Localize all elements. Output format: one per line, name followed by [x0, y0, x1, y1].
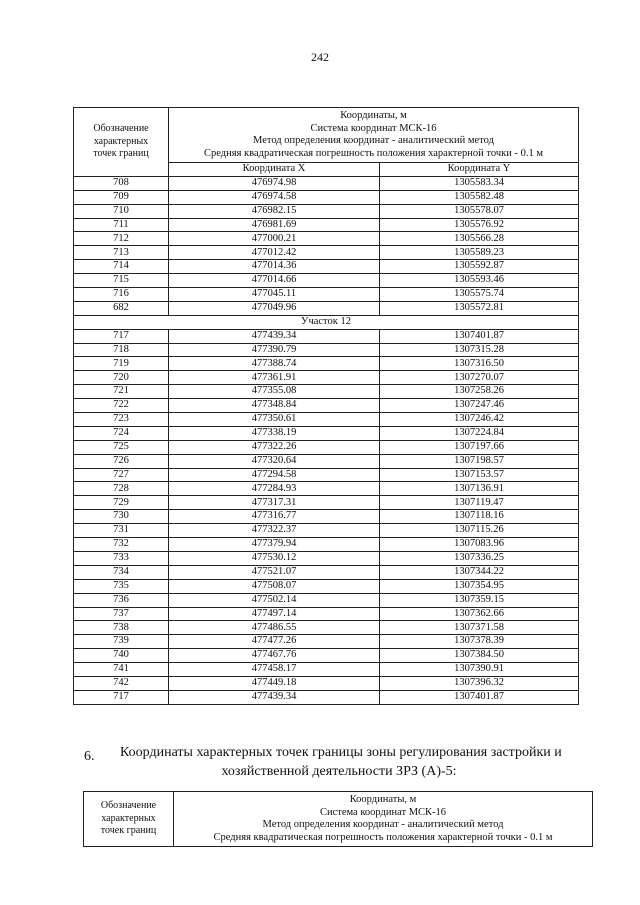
y-coordinate-cell: 1307198.57 [380, 454, 579, 468]
y-coordinate-cell: 1307401.87 [380, 690, 579, 704]
header-right-line: Средняя квадратическая погрешность положения характерной точки - 0.1 м [213, 831, 553, 843]
x-coordinate-cell: 477014.36 [169, 260, 380, 274]
y-coordinate-cell: 1305578.07 [380, 204, 579, 218]
table-row [74, 301, 579, 315]
point-id-cell: 682 [74, 301, 169, 315]
y-coordinate-cell: 1307118.16 [380, 510, 579, 524]
y-coordinate-cell: 1307270.07 [380, 371, 579, 385]
table-row [74, 496, 579, 510]
point-id-cell: 733 [74, 551, 169, 565]
table-row [74, 371, 579, 385]
y-coordinate-cell: 1307344.22 [380, 565, 579, 579]
x-coordinate-cell: 476981.69 [169, 218, 380, 232]
header-left-line: точек границ [100, 825, 157, 837]
header-left-line: Обозначение [93, 123, 149, 135]
y-coordinate-cell: 1305566.28 [380, 232, 579, 246]
table-row [74, 663, 579, 677]
table-row [74, 288, 579, 302]
x-coordinate-cell: 477284.93 [169, 482, 380, 496]
table-row [74, 510, 579, 524]
x-coordinate-cell: 477449.18 [169, 676, 380, 690]
table-row [74, 690, 579, 704]
header-coordinates [174, 792, 593, 847]
y-coordinate-cell: 1307359.15 [380, 593, 579, 607]
point-id-cell: 741 [74, 663, 169, 677]
point-id-cell: 717 [74, 329, 169, 343]
y-coordinate-cell: 1307316.50 [380, 357, 579, 371]
point-id-cell: 711 [74, 218, 169, 232]
x-coordinate-cell: 477439.34 [169, 690, 380, 704]
x-coordinate-cell: 477439.34 [169, 329, 380, 343]
x-coordinate-cell: 477322.37 [169, 524, 380, 538]
table-row [74, 607, 579, 621]
point-id-cell: 732 [74, 538, 169, 552]
y-coordinate-cell: 1305592.87 [380, 260, 579, 274]
header-left-line: характерных [93, 135, 149, 147]
section-title-line-2: хозяйственной деятельности ЗРЗ (А)-5: [221, 764, 457, 779]
y-coordinate-cell: 1305572.81 [380, 301, 579, 315]
y-coordinate-cell: 1305575.74 [380, 288, 579, 302]
header-point-designation [84, 792, 174, 847]
point-id-cell: 735 [74, 579, 169, 593]
point-id-cell: 717 [74, 690, 169, 704]
table-row [74, 482, 579, 496]
x-coordinate-cell: 477530.12 [169, 551, 380, 565]
header-right-line: Метод определения координат - аналитический метод [262, 819, 504, 830]
y-coordinate-cell: 1307354.95 [380, 579, 579, 593]
table-row [74, 593, 579, 607]
table-row [74, 329, 579, 343]
point-id-cell: 713 [74, 246, 169, 260]
point-id-cell: 710 [74, 204, 169, 218]
table-row [74, 176, 579, 190]
table-row [74, 357, 579, 371]
point-id-cell: 729 [74, 496, 169, 510]
header-right-line: Система координат МСК-16 [310, 122, 437, 134]
x-coordinate-cell: 477316.77 [169, 510, 380, 524]
x-coordinate-cell: 477355.08 [169, 385, 380, 399]
point-id-cell: 719 [74, 357, 169, 371]
table-row [74, 260, 579, 274]
x-coordinate-cell: 477322.26 [169, 440, 380, 454]
y-coordinate-cell: 1305593.46 [380, 274, 579, 288]
header-left-line: Обозначение [100, 800, 157, 812]
point-id-cell: 724 [74, 426, 169, 440]
table-row [74, 538, 579, 552]
x-coordinate-cell: 477348.84 [169, 399, 380, 413]
x-coordinate-cell: 477012.42 [169, 246, 380, 260]
x-coordinate-cell: 477350.61 [169, 413, 380, 427]
y-coordinate-cell: 1307247.46 [380, 399, 579, 413]
point-id-cell: 716 [74, 288, 169, 302]
y-coordinate-cell: 1305583.34 [380, 176, 579, 190]
x-coordinate-cell: 477049.96 [169, 301, 380, 315]
header-right-line: Координаты, м [349, 794, 417, 805]
y-coordinate-cell: 1307371.58 [380, 621, 579, 635]
table-row [74, 218, 579, 232]
point-id-cell: 725 [74, 440, 169, 454]
x-coordinate-cell: 477390.79 [169, 343, 380, 357]
table-row [74, 565, 579, 579]
y-coordinate-cell: 1307153.57 [380, 468, 579, 482]
x-coordinate-cell: 477000.21 [169, 232, 380, 246]
point-id-cell: 740 [74, 649, 169, 663]
x-coordinate-cell: 477521.07 [169, 565, 380, 579]
table-header-row [84, 792, 593, 847]
table-row [74, 399, 579, 413]
x-coordinate-cell: 476982.15 [169, 204, 380, 218]
point-id-cell: 723 [74, 413, 169, 427]
table-row [74, 426, 579, 440]
y-coordinate-cell: 1305576.92 [380, 218, 579, 232]
coordinates-table-1 [73, 107, 579, 705]
section-row [74, 315, 579, 329]
point-id-cell: 714 [74, 260, 169, 274]
point-id-cell: 715 [74, 274, 169, 288]
table-row [74, 676, 579, 690]
x-coordinate-cell: 477508.07 [169, 579, 380, 593]
point-id-cell: 736 [74, 593, 169, 607]
table-row [74, 579, 579, 593]
y-coordinate-cell: 1307401.87 [380, 329, 579, 343]
table-row [74, 649, 579, 663]
x-coordinate-cell: 477486.55 [169, 621, 380, 635]
header-right-line: Координаты, м [340, 110, 407, 121]
point-id-cell: 722 [74, 399, 169, 413]
table-row [74, 246, 579, 260]
point-id-cell: 737 [74, 607, 169, 621]
table-row [74, 343, 579, 357]
y-coordinate-cell: 1307246.42 [380, 413, 579, 427]
section-number: 6. [84, 749, 95, 764]
y-coordinate-cell: 1307197.66 [380, 440, 579, 454]
header-coordinates [169, 108, 579, 163]
y-coordinate-cell: 1307224.84 [380, 426, 579, 440]
point-id-cell: 738 [74, 621, 169, 635]
point-id-cell: 728 [74, 482, 169, 496]
y-coordinate-cell: 1307315.28 [380, 343, 579, 357]
point-id-cell: 726 [74, 454, 169, 468]
x-coordinate-cell: 477045.11 [169, 288, 380, 302]
x-coordinate-cell: 477477.26 [169, 635, 380, 649]
table-row [74, 274, 579, 288]
point-id-cell: 742 [74, 676, 169, 690]
y-coordinate-cell: 1307258.26 [380, 385, 579, 399]
point-id-cell: 739 [74, 635, 169, 649]
x-coordinate-cell: 477467.76 [169, 649, 380, 663]
header-right-line: Система координат МСК-16 [319, 806, 447, 818]
x-coordinate-cell: 477294.58 [169, 468, 380, 482]
y-coordinate-cell: 1307115.26 [380, 524, 579, 538]
point-id-cell: 734 [74, 565, 169, 579]
x-coordinate-cell: 477379.94 [169, 538, 380, 552]
point-id-cell: 720 [74, 371, 169, 385]
table-row [74, 621, 579, 635]
x-coordinate-cell: 477502.14 [169, 593, 380, 607]
header-point-designation [74, 108, 169, 177]
y-coordinate-cell: 1307396.32 [380, 676, 579, 690]
y-coordinate-cell: 1307136.91 [380, 482, 579, 496]
point-id-cell: 709 [74, 190, 169, 204]
table-row [74, 635, 579, 649]
table-row [74, 524, 579, 538]
header-right-line: Метод определения координат - аналитический метод [253, 135, 494, 146]
header-right-line: Средняя квадратическая погрешность положения характерной точки - 0.1 м [204, 147, 543, 159]
col-x-header: Координата X [169, 163, 380, 177]
table-row [74, 232, 579, 246]
point-id-cell: 712 [74, 232, 169, 246]
point-id-cell: 708 [74, 176, 169, 190]
point-id-cell: 718 [74, 343, 169, 357]
x-coordinate-cell: 477361.91 [169, 371, 380, 385]
y-coordinate-cell: 1307083.96 [380, 538, 579, 552]
x-coordinate-cell: 477317.31 [169, 496, 380, 510]
x-coordinate-cell: 476974.58 [169, 190, 380, 204]
table-row [74, 413, 579, 427]
point-id-cell: 727 [74, 468, 169, 482]
y-coordinate-cell: 1307384.50 [380, 649, 579, 663]
point-id-cell: 721 [74, 385, 169, 399]
page-number: 242 [311, 50, 329, 64]
y-coordinate-cell: 1305582.48 [380, 190, 579, 204]
col-y-header: Координата Y [380, 163, 579, 177]
x-coordinate-cell: 477014.66 [169, 274, 380, 288]
coordinates-table-2 [83, 791, 593, 847]
y-coordinate-cell: 1307378.39 [380, 635, 579, 649]
section-label: Участок 12 [74, 315, 579, 329]
x-coordinate-cell: 476974.98 [169, 176, 380, 190]
section-title-line-1: Координаты характерных точек границы зоны регулирования застройки и [120, 745, 562, 760]
table-row [74, 468, 579, 482]
header-left-line: точек границ [93, 148, 149, 160]
y-coordinate-cell: 1307362.66 [380, 607, 579, 621]
table-row [74, 204, 579, 218]
y-coordinate-cell: 1305589.23 [380, 246, 579, 260]
table-row [74, 190, 579, 204]
table-row [74, 551, 579, 565]
x-coordinate-cell: 477320.64 [169, 454, 380, 468]
x-coordinate-cell: 477338.19 [169, 426, 380, 440]
x-coordinate-cell: 477497.14 [169, 607, 380, 621]
y-coordinate-cell: 1307336.25 [380, 551, 579, 565]
point-id-cell: 730 [74, 510, 169, 524]
table-header-row [74, 108, 579, 163]
y-coordinate-cell: 1307390.91 [380, 663, 579, 677]
y-coordinate-cell: 1307119.47 [380, 496, 579, 510]
table-row [74, 454, 579, 468]
x-coordinate-cell: 477388.74 [169, 357, 380, 371]
table-row [74, 440, 579, 454]
x-coordinate-cell: 477458.17 [169, 663, 380, 677]
table-row [74, 385, 579, 399]
header-left-line: характерных [101, 812, 156, 824]
point-id-cell: 731 [74, 524, 169, 538]
